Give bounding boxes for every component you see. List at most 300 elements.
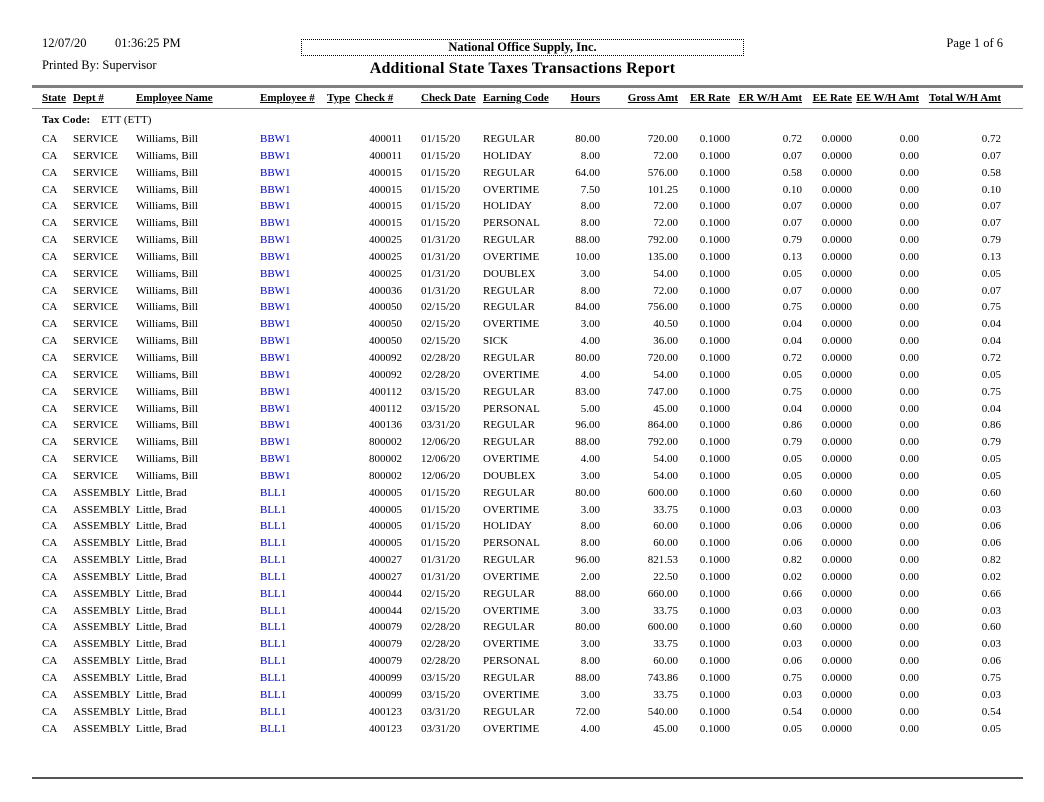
cell-earning-code: OVERTIME [483, 183, 540, 196]
cell-ee-rate: 0.0000 [821, 402, 852, 415]
cell-er-wh-amt: 0.02 [782, 570, 802, 583]
cell-ee-wh-amt: 0.00 [899, 604, 919, 617]
cell-dept: ASSEMBLY [73, 672, 131, 684]
table-row [42, 721, 1001, 738]
cell-check-date: 12/06/20 [421, 469, 461, 482]
employee-number-link[interactable]: BBW1 [260, 133, 291, 145]
cell-employee-name: Williams, Bill [136, 335, 198, 348]
cell-er-rate: 0.1000 [699, 335, 730, 348]
cell-er-wh-amt: 0.05 [782, 722, 802, 735]
cell-check-number: 400112 [369, 402, 402, 415]
cell-check-date: 03/15/20 [421, 402, 461, 415]
cell-type [327, 249, 355, 266]
cell-employee-name: Williams, Bill [136, 385, 198, 398]
cell-type [327, 316, 355, 333]
cell-employee-name: Williams, Bill [136, 200, 198, 213]
cell-employee-name: Williams, Bill [136, 436, 198, 449]
employee-number-link[interactable]: BLL1 [260, 537, 287, 550]
cell-hours: 80.00 [575, 133, 600, 145]
cell-er-rate: 0.1000 [699, 217, 730, 230]
cell-gross-amt: 821.53 [647, 554, 678, 567]
cell-dept: SERVICE [73, 453, 118, 466]
cell-type [327, 586, 355, 603]
table-row [42, 687, 1001, 704]
cell-hours: 88.00 [575, 672, 600, 684]
cell-earning-code: PERSONAL [483, 655, 540, 668]
cell-employee-name: Little, Brad [136, 705, 187, 718]
page-number: Page 1 of 6 [946, 36, 1003, 50]
cell-gross-amt: 33.75 [653, 503, 678, 516]
cell-hours: 80.00 [575, 621, 600, 634]
cell-er-rate: 0.1000 [699, 250, 730, 263]
employee-number-link[interactable]: BBW1 [260, 318, 291, 331]
cell-type [327, 417, 355, 434]
employee-number-link[interactable]: BBW1 [260, 301, 291, 314]
employee-number-link[interactable]: BBW1 [260, 149, 291, 162]
employee-number-link[interactable]: BBW1 [260, 335, 291, 348]
cell-er-rate: 0.1000 [699, 486, 730, 499]
employee-number-link[interactable]: BBW1 [260, 385, 291, 398]
cell-check-number: 400011 [369, 133, 402, 145]
cell-er-wh-amt: 0.72 [782, 351, 802, 364]
cell-total-wh-amt: 0.66 [981, 587, 1001, 600]
table-row [42, 535, 1001, 552]
cell-er-rate: 0.1000 [699, 469, 730, 482]
cell-earning-code: REGULAR [483, 301, 535, 314]
report-title: Additional State Taxes Transactions Report [369, 60, 676, 77]
cell-total-wh-amt: 0.13 [981, 250, 1001, 263]
cell-type [327, 434, 355, 451]
employee-number-link[interactable]: BLL1 [260, 705, 287, 718]
cell-ee-wh-amt: 0.00 [899, 554, 919, 567]
employee-number-link[interactable]: BBW1 [260, 267, 291, 280]
cell-er-rate: 0.1000 [699, 503, 730, 516]
cell-state: CA [42, 604, 58, 617]
employee-number-link[interactable]: BLL1 [260, 520, 287, 533]
cell-type [327, 384, 355, 401]
cell-ee-rate: 0.0000 [821, 587, 852, 600]
cell-ee-wh-amt: 0.00 [899, 217, 919, 230]
cell-er-wh-amt: 0.75 [782, 301, 802, 314]
table-row [42, 299, 1001, 316]
employee-number-link[interactable]: BBW1 [260, 250, 291, 263]
cell-state: CA [42, 503, 58, 516]
cell-check-date: 02/28/20 [421, 368, 461, 381]
cell-earning-code: HOLIDAY [483, 520, 533, 533]
cell-hours: 8.00 [580, 217, 600, 230]
cell-hours: 3.00 [580, 503, 600, 516]
cell-employee-name: Williams, Bill [136, 318, 198, 331]
cell-employee-name: Williams, Bill [136, 419, 198, 432]
cell-employee-name: Williams, Bill [136, 250, 198, 263]
cell-dept: ASSEMBLY [73, 655, 131, 668]
cell-er-wh-amt: 0.03 [782, 604, 802, 617]
cell-gross-amt: 72.00 [653, 149, 678, 162]
employee-number-link[interactable]: BLL1 [260, 554, 287, 567]
cell-employee-name: Little, Brad [136, 554, 187, 567]
employee-number-link[interactable]: BLL1 [260, 604, 287, 617]
cell-ee-rate: 0.0000 [821, 705, 852, 718]
cell-gross-amt: 72.00 [653, 217, 678, 230]
cell-ee-wh-amt: 0.00 [899, 621, 919, 634]
cell-er-rate: 0.1000 [699, 301, 730, 314]
cell-dept: SERVICE [73, 351, 118, 364]
cell-total-wh-amt: 0.60 [981, 486, 1001, 499]
cell-dept: SERVICE [73, 267, 118, 280]
cell-dept: ASSEMBLY [73, 705, 131, 718]
col-header-total-wh-amt: Total W/H Amt [928, 92, 1001, 104]
cell-check-date: 01/15/20 [421, 503, 461, 516]
cell-total-wh-amt: 0.75 [981, 385, 1001, 398]
cell-ee-rate: 0.0000 [821, 149, 852, 162]
cell-dept: ASSEMBLY [73, 688, 131, 701]
cell-total-wh-amt: 0.07 [981, 200, 1001, 213]
cell-check-number: 400015 [369, 200, 402, 213]
cell-er-wh-amt: 0.03 [782, 503, 802, 516]
cell-earning-code: OVERTIME [483, 570, 540, 583]
cell-ee-wh-amt: 0.00 [899, 301, 919, 314]
cell-er-wh-amt: 0.06 [782, 655, 802, 668]
cell-er-rate: 0.1000 [699, 537, 730, 550]
cell-type [327, 367, 355, 384]
cell-check-date: 01/15/20 [421, 200, 461, 213]
employee-number-link[interactable]: BBW1 [260, 217, 291, 230]
cell-gross-amt: 792.00 [647, 436, 678, 449]
cell-check-number: 400025 [369, 250, 402, 263]
cell-total-wh-amt: 0.86 [981, 419, 1001, 432]
cell-type [327, 215, 355, 232]
cell-total-wh-amt: 0.79 [981, 436, 1001, 449]
cell-er-wh-amt: 0.05 [782, 267, 802, 280]
cell-er-rate: 0.1000 [699, 453, 730, 466]
cell-er-rate: 0.1000 [699, 604, 730, 617]
cell-total-wh-amt: 0.75 [981, 672, 1001, 684]
employee-number-link[interactable]: BLL1 [260, 688, 287, 701]
cell-earning-code: OVERTIME [483, 318, 540, 331]
employee-number-link[interactable]: BBW1 [260, 469, 291, 482]
cell-employee-name: Williams, Bill [136, 301, 198, 314]
cell-ee-wh-amt: 0.00 [899, 166, 919, 179]
cell-earning-code: REGULAR [483, 166, 535, 179]
cell-dept: SERVICE [73, 183, 118, 196]
table-row [42, 670, 1001, 687]
cell-er-rate: 0.1000 [699, 267, 730, 280]
cell-gross-amt: 54.00 [653, 469, 678, 482]
cell-gross-amt: 747.00 [647, 385, 678, 398]
cell-gross-amt: 135.00 [647, 250, 678, 263]
cell-employee-name: Williams, Bill [136, 453, 198, 466]
cell-check-date: 01/31/20 [421, 554, 461, 567]
cell-gross-amt: 660.00 [647, 587, 678, 600]
cell-check-date: 02/15/20 [421, 335, 461, 348]
cell-ee-wh-amt: 0.00 [899, 419, 919, 432]
cell-earning-code: DOUBLEX [483, 469, 536, 482]
cell-type [327, 704, 355, 721]
cell-earning-code: REGULAR [483, 284, 535, 297]
cell-employee-name: Williams, Bill [136, 217, 198, 230]
cell-ee-rate: 0.0000 [821, 621, 852, 634]
employee-number-link[interactable]: BLL1 [260, 486, 287, 499]
cell-state: CA [42, 368, 58, 381]
cell-state: CA [42, 301, 58, 314]
cell-employee-name: Williams, Bill [136, 166, 198, 179]
employee-number-link[interactable]: BBW1 [260, 368, 291, 381]
cell-er-wh-amt: 0.06 [782, 520, 802, 533]
employee-number-link[interactable]: BLL1 [260, 655, 287, 668]
cell-hours: 3.00 [580, 318, 600, 331]
cell-total-wh-amt: 0.03 [981, 604, 1001, 617]
cell-check-date: 01/15/20 [421, 520, 461, 533]
cell-dept: ASSEMBLY [73, 604, 131, 617]
cell-check-number: 400079 [369, 638, 402, 651]
cell-type [327, 198, 355, 215]
cell-ee-wh-amt: 0.00 [899, 149, 919, 162]
cell-earning-code: REGULAR [483, 133, 535, 145]
employee-number-link[interactable]: BBW1 [260, 234, 291, 247]
cell-state: CA [42, 486, 58, 499]
cell-type [327, 687, 355, 704]
cell-er-wh-amt: 0.54 [782, 705, 802, 718]
cell-state: CA [42, 318, 58, 331]
cell-check-number: 400027 [369, 554, 402, 567]
cell-state: CA [42, 705, 58, 718]
cell-hours: 3.00 [580, 267, 600, 280]
table-row [42, 417, 1001, 434]
cell-hours: 5.00 [580, 402, 600, 415]
cell-state: CA [42, 688, 58, 701]
cell-dept: SERVICE [73, 436, 118, 449]
cell-er-wh-amt: 0.04 [782, 318, 802, 331]
cell-hours: 84.00 [575, 301, 600, 314]
cell-er-rate: 0.1000 [699, 419, 730, 432]
cell-check-date: 03/15/20 [421, 688, 461, 701]
table-row [42, 603, 1001, 620]
cell-check-date: 01/15/20 [421, 133, 461, 145]
cell-type [327, 451, 355, 468]
table-row [42, 636, 1001, 653]
cell-dept: SERVICE [73, 419, 118, 432]
cell-dept: ASSEMBLY [73, 638, 131, 651]
cell-dept: ASSEMBLY [73, 520, 131, 533]
cell-dept: SERVICE [73, 402, 118, 415]
cell-er-wh-amt: 0.60 [782, 486, 802, 499]
cell-check-date: 02/15/20 [421, 604, 461, 617]
cell-hours: 3.00 [580, 469, 600, 482]
cell-ee-wh-amt: 0.00 [899, 234, 919, 247]
cell-er-rate: 0.1000 [699, 570, 730, 583]
cell-gross-amt: 45.00 [653, 722, 678, 735]
cell-hours: 10.00 [575, 250, 600, 263]
employee-number-link[interactable]: BBW1 [260, 284, 291, 297]
cell-total-wh-amt: 0.72 [981, 133, 1001, 145]
cell-check-date: 03/31/20 [421, 722, 461, 735]
cell-total-wh-amt: 0.05 [981, 469, 1001, 482]
cell-er-wh-amt: 0.75 [782, 672, 802, 684]
employee-number-link[interactable]: BBW1 [260, 351, 291, 364]
cell-er-wh-amt: 0.10 [782, 183, 802, 196]
cell-hours: 96.00 [575, 554, 600, 567]
cell-state: CA [42, 166, 58, 179]
cell-type [327, 670, 355, 687]
cell-total-wh-amt: 0.04 [981, 402, 1001, 415]
table-row [42, 552, 1001, 569]
cell-check-number: 400099 [369, 672, 402, 684]
cell-type [327, 603, 355, 620]
cell-employee-name: Williams, Bill [136, 284, 198, 297]
table-row [42, 182, 1001, 199]
cell-total-wh-amt: 0.03 [981, 638, 1001, 651]
cell-state: CA [42, 655, 58, 668]
cell-earning-code: HOLIDAY [483, 149, 533, 162]
print-time: 01:36:25 PM [115, 36, 181, 50]
cell-check-date: 01/15/20 [421, 217, 461, 230]
cell-check-date: 01/15/20 [421, 183, 461, 196]
cell-hours: 8.00 [580, 149, 600, 162]
cell-hours: 3.00 [580, 638, 600, 651]
col-header-check-number: Check # [355, 92, 394, 104]
cell-gross-amt: 864.00 [647, 419, 678, 432]
cell-er-rate: 0.1000 [699, 402, 730, 415]
employee-number-link[interactable]: BLL1 [260, 503, 287, 516]
cell-ee-rate: 0.0000 [821, 570, 852, 583]
employee-number-link[interactable]: BBW1 [260, 166, 291, 179]
col-header-gross-amt: Gross Amt [627, 92, 678, 104]
cell-ee-wh-amt: 0.00 [899, 335, 919, 348]
cell-check-number: 400036 [369, 284, 402, 297]
table-row [42, 316, 1001, 333]
cell-dept: SERVICE [73, 217, 118, 230]
cell-check-date: 03/31/20 [421, 705, 461, 718]
cell-hours: 80.00 [575, 351, 600, 364]
employee-number-link[interactable]: BBW1 [260, 183, 291, 196]
cell-gross-amt: 33.75 [653, 638, 678, 651]
cell-ee-wh-amt: 0.00 [899, 486, 919, 499]
cell-er-wh-amt: 0.05 [782, 469, 802, 482]
cell-check-date: 02/28/20 [421, 351, 461, 364]
employee-number-link[interactable]: BLL1 [260, 638, 287, 651]
cell-total-wh-amt: 0.04 [981, 335, 1001, 348]
employee-number-link[interactable]: BBW1 [260, 200, 291, 213]
cell-check-date: 01/15/20 [421, 149, 461, 162]
cell-earning-code: OVERTIME [483, 250, 540, 263]
cell-er-rate: 0.1000 [699, 621, 730, 634]
employee-number-link[interactable]: BLL1 [260, 672, 287, 684]
cell-er-wh-amt: 0.07 [782, 284, 802, 297]
cell-ee-rate: 0.0000 [821, 419, 852, 432]
cell-er-wh-amt: 0.82 [782, 554, 802, 567]
cell-employee-name: Williams, Bill [136, 133, 198, 145]
cell-type [327, 283, 355, 300]
cell-type [327, 299, 355, 316]
cell-hours: 4.00 [580, 368, 600, 381]
cell-er-rate: 0.1000 [699, 436, 730, 449]
table-body [42, 131, 1001, 737]
cell-check-number: 400044 [369, 604, 402, 617]
cell-hours: 3.00 [580, 688, 600, 701]
cell-er-rate: 0.1000 [699, 672, 730, 684]
cell-ee-wh-amt: 0.00 [899, 672, 919, 684]
cell-ee-rate: 0.0000 [821, 537, 852, 550]
cell-check-number: 400079 [369, 655, 402, 668]
cell-ee-wh-amt: 0.00 [899, 284, 919, 297]
col-header-ee-wh-amt: EE W/H Amt [856, 92, 919, 104]
cell-er-wh-amt: 0.05 [782, 453, 802, 466]
cell-dept: SERVICE [73, 166, 118, 179]
cell-dept: SERVICE [73, 234, 118, 247]
cell-gross-amt: 792.00 [647, 234, 678, 247]
employee-number-link[interactable]: BLL1 [260, 570, 287, 583]
employee-number-link[interactable]: BLL1 [260, 722, 287, 735]
cell-total-wh-amt: 0.03 [981, 503, 1001, 516]
table-row [42, 569, 1001, 586]
cell-total-wh-amt: 0.04 [981, 318, 1001, 331]
cell-check-date: 12/06/20 [421, 453, 461, 466]
employee-number-link[interactable]: BBW1 [260, 402, 291, 415]
cell-ee-rate: 0.0000 [821, 469, 852, 482]
cell-type [327, 266, 355, 283]
cell-er-wh-amt: 0.58 [782, 166, 802, 179]
cell-er-rate: 0.1000 [699, 351, 730, 364]
employee-number-link[interactable]: BLL1 [260, 587, 287, 600]
cell-er-wh-amt: 0.72 [782, 133, 802, 145]
cell-check-number: 400112 [369, 385, 402, 398]
cell-check-number: 400050 [369, 301, 402, 314]
cell-total-wh-amt: 0.58 [981, 166, 1001, 179]
cell-check-date: 02/15/20 [421, 318, 461, 331]
cell-ee-rate: 0.0000 [821, 520, 852, 533]
employee-number-link[interactable]: BBW1 [260, 419, 291, 432]
cell-check-date: 03/15/20 [421, 385, 461, 398]
table-row [42, 232, 1001, 249]
table-row [42, 485, 1001, 502]
employee-number-link[interactable]: BBW1 [260, 436, 291, 449]
cell-gross-amt: 576.00 [647, 166, 678, 179]
cell-hours: 83.00 [575, 385, 600, 398]
col-header-er-rate: ER Rate [689, 92, 730, 104]
cell-er-wh-amt: 0.05 [782, 368, 802, 381]
cell-state: CA [42, 267, 58, 280]
cell-gross-amt: 54.00 [653, 267, 678, 280]
employee-number-link[interactable]: BLL1 [260, 621, 287, 634]
cell-type [327, 636, 355, 653]
cell-ee-rate: 0.0000 [821, 133, 852, 145]
employee-number-link[interactable]: BBW1 [260, 453, 291, 466]
cell-earning-code: REGULAR [483, 234, 535, 247]
cell-ee-rate: 0.0000 [821, 200, 852, 213]
company-name-box: National Office Supply, Inc. [301, 39, 744, 56]
cell-ee-wh-amt: 0.00 [899, 469, 919, 482]
cell-employee-name: Little, Brad [136, 621, 187, 634]
cell-employee-name: Little, Brad [136, 486, 187, 499]
cell-er-rate: 0.1000 [699, 688, 730, 701]
cell-check-number: 400050 [369, 318, 402, 331]
cell-check-number: 400005 [369, 520, 402, 533]
cell-er-rate: 0.1000 [699, 554, 730, 567]
cell-state: CA [42, 672, 58, 684]
cell-ee-wh-amt: 0.00 [899, 318, 919, 331]
cell-state: CA [42, 638, 58, 651]
cell-type [327, 535, 355, 552]
cell-state: CA [42, 149, 58, 162]
cell-state: CA [42, 335, 58, 348]
cell-ee-rate: 0.0000 [821, 604, 852, 617]
cell-dept: ASSEMBLY [73, 570, 131, 583]
cell-ee-rate: 0.0000 [821, 554, 852, 567]
cell-employee-name: Williams, Bill [136, 402, 198, 415]
cell-total-wh-amt: 0.07 [981, 217, 1001, 230]
table-row [42, 249, 1001, 266]
tax-code-value: ETT (ETT) [101, 114, 152, 126]
